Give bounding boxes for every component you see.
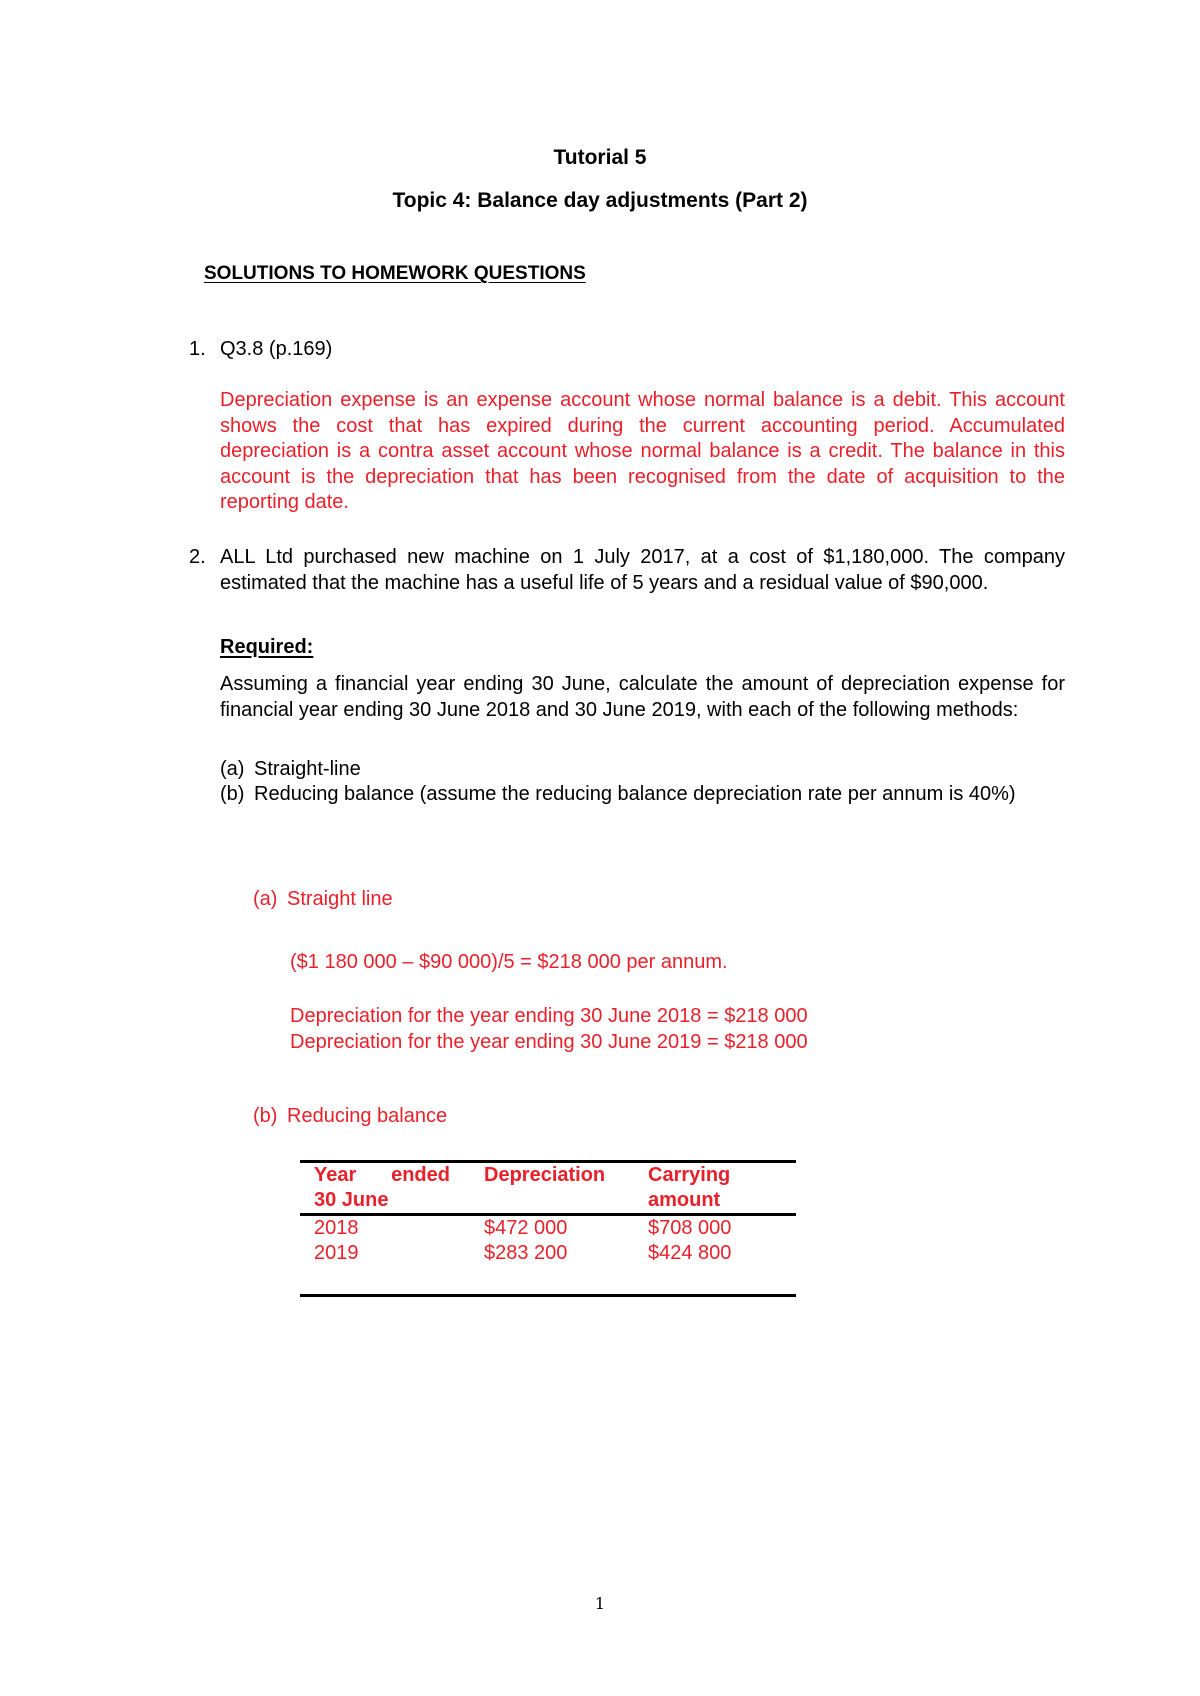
header-year bbox=[300, 1162, 470, 1215]
header-year-word1: Year bbox=[314, 1164, 357, 1186]
document-title: Tutorial 5 bbox=[553, 146, 647, 169]
answer-a-line-2018: Depreciation for the year ending 30 June 2018 = $218 000 bbox=[290, 1005, 808, 1027]
header-year-word2: ended bbox=[391, 1164, 450, 1186]
question-1-number: 1. bbox=[189, 338, 206, 360]
section-heading: SOLUTIONS TO HOMEWORK QUESTIONS bbox=[204, 263, 586, 284]
answer-a-heading-text: Straight line bbox=[287, 888, 393, 910]
method-b-marker: (b) bbox=[220, 783, 245, 805]
header-carrying-amount bbox=[634, 1162, 796, 1215]
method-item-a bbox=[220, 757, 1065, 782]
reducing-balance-table bbox=[300, 1160, 796, 1297]
cell-year: 2019 bbox=[314, 1242, 359, 1264]
method-a-text: Straight-line bbox=[254, 758, 361, 780]
question-2-number: 2. bbox=[189, 546, 206, 568]
header-year-line2: 30 June bbox=[314, 1189, 389, 1211]
methods-list bbox=[220, 757, 1065, 807]
method-a-marker: (a) bbox=[220, 758, 245, 780]
table-header-row bbox=[300, 1162, 796, 1215]
question-2-text: ALL Ltd purchased new machine on 1 July 2017, at a cost of $1,180,000. The company estimated that the machine has a useful life of 5 years and a residual value of $90,000. bbox=[220, 546, 1065, 594]
required-text: Assuming a financial year ending 30 June, calculate the amount of depreciation expense for financial year ending 30 June 2018 and 30 June 2019, with each of the following methods: bbox=[220, 673, 1065, 721]
question-1-answer: Depreciation expense is an expense account whose normal balance is a debit. This account shows the cost that has expired during the current accounting period. Accumulated depreciation is a contra asset account whose normal balance is a credit. The balance in this account is the depreciation that has been recognised from the date of acquisition to the reporting date. bbox=[220, 389, 1065, 513]
table-row bbox=[300, 1241, 796, 1296]
cell-year: 2018 bbox=[314, 1217, 359, 1239]
answer-a-calculation: ($1 180 000 – $90 000)/5 = $218 000 per annum. bbox=[290, 951, 728, 973]
table-row bbox=[300, 1215, 796, 1242]
answer-b-marker: (b) bbox=[253, 1105, 278, 1127]
cell-carrying-amount: $424 800 bbox=[648, 1242, 732, 1264]
required-label: Required: bbox=[220, 636, 314, 658]
header-depreciation: Depreciation bbox=[484, 1164, 606, 1186]
page-number: 1 bbox=[594, 1594, 606, 1613]
answer-a-heading bbox=[253, 887, 393, 912]
cell-carrying-amount: $708 000 bbox=[648, 1217, 732, 1239]
method-item-b bbox=[220, 782, 1065, 807]
answer-a-marker: (a) bbox=[253, 888, 278, 910]
header-carrying-line2: amount bbox=[648, 1189, 721, 1211]
cell-depreciation: $472 000 bbox=[484, 1217, 568, 1239]
answer-b-heading-text: Reducing balance bbox=[287, 1105, 448, 1127]
answer-a-line-2019: Depreciation for the year ending 30 June 2019 = $218 000 bbox=[290, 1031, 808, 1053]
document-subtitle: Topic 4: Balance day adjustments (Part 2) bbox=[392, 189, 808, 212]
header-carrying-line1: Carrying bbox=[648, 1164, 731, 1186]
question-1-label: Q3.8 (p.169) bbox=[220, 338, 333, 360]
answer-b-heading bbox=[253, 1104, 447, 1129]
method-b-text: Reducing balance (assume the reducing balance depreciation rate per annum is 40%) bbox=[254, 783, 1016, 805]
cell-depreciation: $283 200 bbox=[484, 1242, 568, 1264]
